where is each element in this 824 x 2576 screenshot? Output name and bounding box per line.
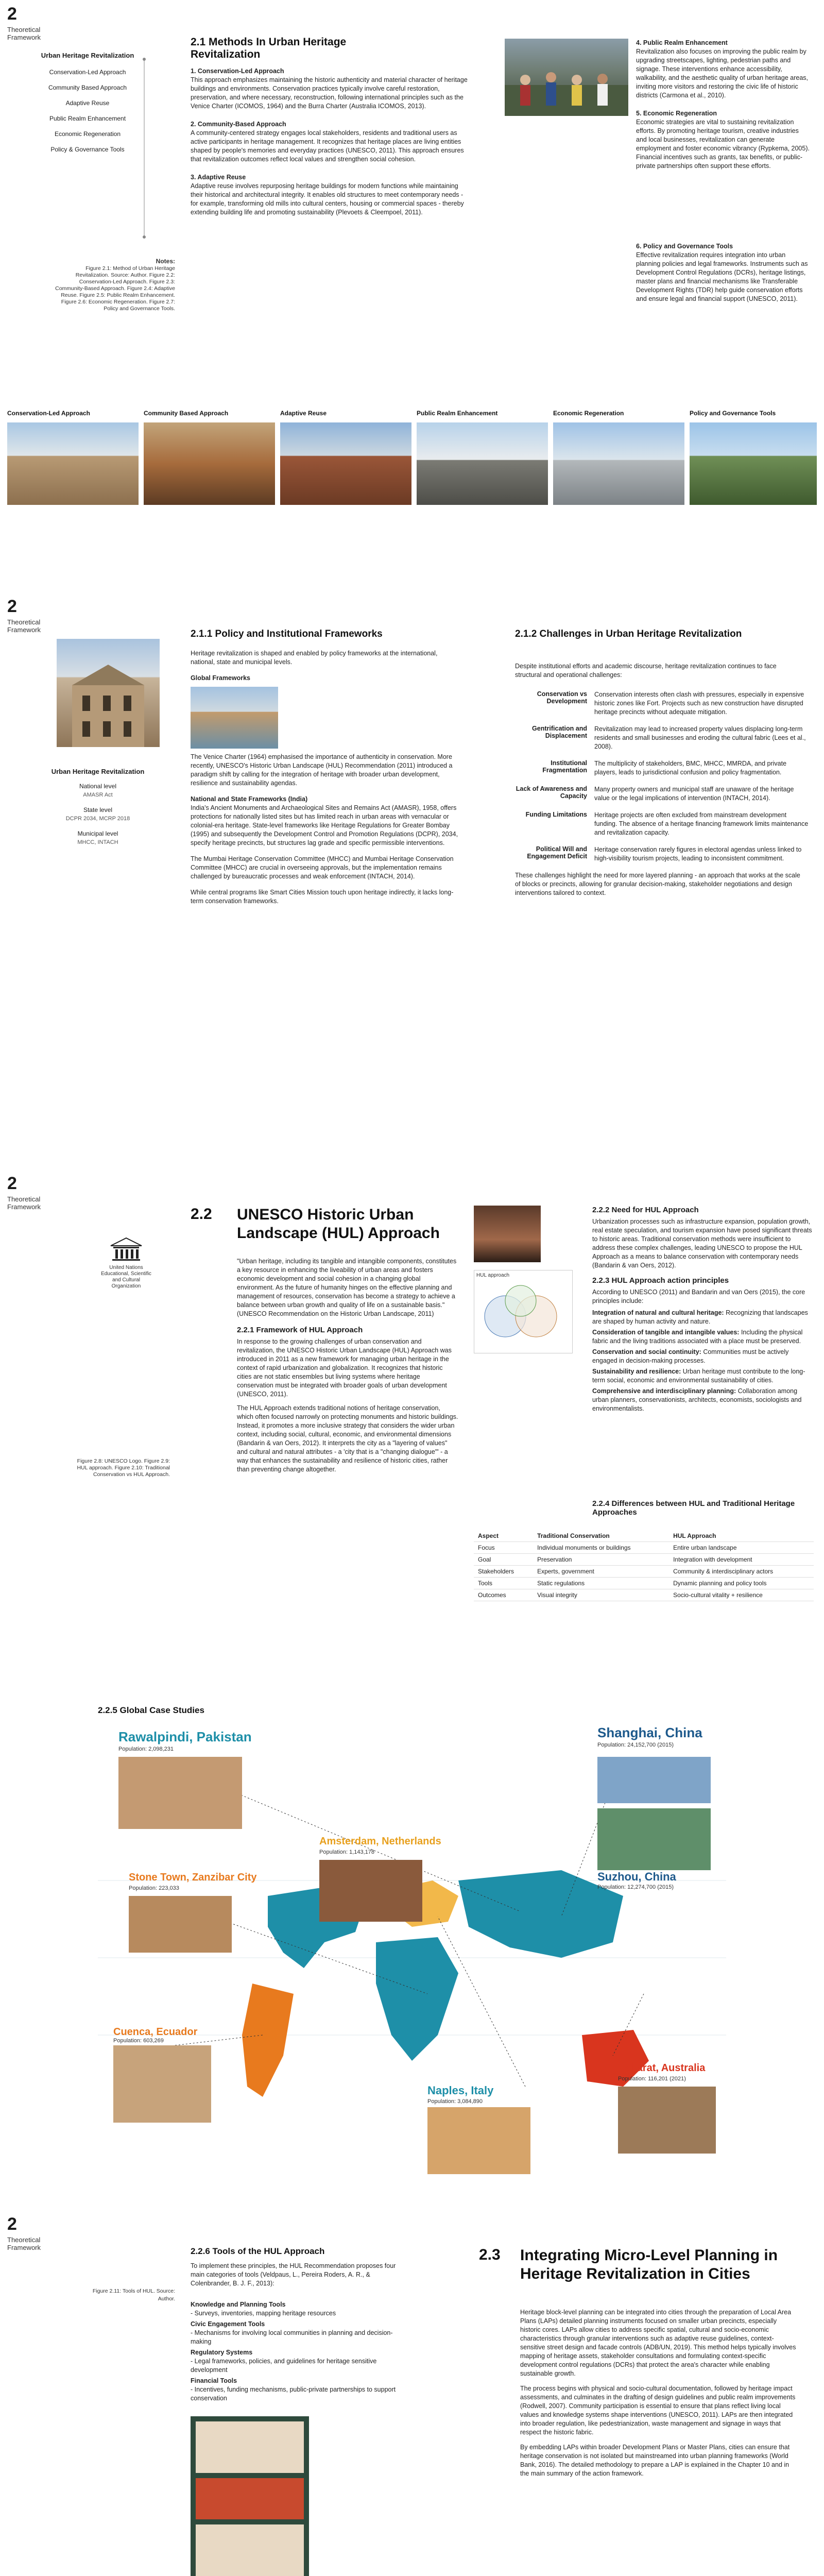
table-header: HUL Approach <box>669 1530 814 1542</box>
page-policy <box>0 592 824 1170</box>
world-map <box>98 1726 726 2200</box>
hul-quote: "Urban heritage, including its tangible and intangible components, constitutes a key resource in enhancing the liveability of urban areas and fosters economic development and social cohesion in a changing global environment. As the future of humanity hinges on the effective planning and management of resources, conservation has become a strategy to achieve a balance between urban growth and quality of life on a sustainable basis." (UNESCO Recommendation on the Historic Urban Landscape, 2011) <box>237 1258 457 1317</box>
challenge-label: Gentrification and Displacement <box>532 725 587 739</box>
hul-principle <box>592 1328 814 1346</box>
method-heading: 4. Public Realm Enhancement <box>636 39 728 46</box>
table-row <box>474 1542 814 1554</box>
tool-heading: Financial Tools <box>191 2377 237 2384</box>
city-label-amsterdam: Amsterdam, Netherlands <box>319 1836 441 1847</box>
principle-text: Collaboration among urban planners, conservationists, architects, economists, sociologists and environmentalists. <box>592 1387 802 1412</box>
challenge-item <box>515 725 814 751</box>
mhcc-text: The Mumbai Heritage Conservation Committee (MHCC) and Mumbai Heritage Conservation Committee (MHCC) are crucial in overseeing approvals, but the implementation remains challenged by bureaucratic processes and weak enforcement (INTACH, 2014). <box>191 855 454 880</box>
table-cell: Focus <box>474 1542 533 1554</box>
page-tools <box>0 2210 824 2576</box>
tool-card <box>196 2478 304 2519</box>
hul-person-photo <box>474 1206 541 1262</box>
hul-figure-notes: Figure 2.8: UNESCO Logo. Figure 2.9: HUL approach. Figure 2.10: Traditional Conservation vs HUL Approach. <box>77 1458 170 1478</box>
method-text: This approach emphasizes maintaining the historic authenticity and material character of heritage buildings and environments. Conservation practices typically involve careful restoration, preservation, and where necessary, reconstruction, following international principles such as the Venice Charter (ICOMOS, 1964) and the Burra Charter (Australia ICOMOS, 2013). <box>191 76 468 110</box>
table-cell: Tools <box>474 1578 533 1589</box>
micro-text-2: The process begins with physical and socio-cultural documentation, followed by heritage impact assessments, and culminates in the drafting of design guidelines and public realm improvements (Rodwell, 2007). Community participation is essential to ensure that plans reflect living local values and knowledge systems shape interventions (UNESCO, 2011). LAPs are then integrated into broader regulation, like pedestrianization, waste management and signage in ways that respect the historic fabric. <box>520 2385 796 2436</box>
section-title-right: 2.1.2 Challenges in Urban Heritage Revitalization <box>515 629 742 639</box>
table-cell: Community & interdisciplinary actors <box>669 1566 814 1578</box>
adaptive-reuse-photo <box>280 422 411 505</box>
principle-text: Communities must be actively engaged in decision-making processes. <box>592 1348 789 1364</box>
figure-notes-block <box>52 258 175 312</box>
national-text: India's Ancient Monuments and Archaeological Sites and Remains Act (AMASR), 1958, offers protections for nationally listed sites but has limited reach in urban areas with vernacular or colonial-era heritage. State-level frameworks like Heritage Regulations for Greater Bombay (1995) and subsequently the Development Control and Promotion Regulations (DCPR), 2034, specify heritage precincts, but structures lag grade and specific permissible interventions. <box>191 804 458 846</box>
table-cell: Stakeholders <box>474 1566 533 1578</box>
hul-diagram-icon <box>474 1280 571 1352</box>
table-cell: Socio-cultural vitality + resilience <box>669 1589 814 1601</box>
table-row <box>474 1566 814 1578</box>
rawalpindi-photo <box>118 1757 242 1829</box>
method-text: Effective revitalization requires integration into urban planning policies and legal frameworks. Instruments such as Development Control Regulations (DCRs), heritage listings, master plans and financial mechanisms like Transferable Development Rights (TDR) help guide conservation efforts and ensure legal and financial support (UNESCO, 2011). <box>636 251 808 302</box>
principle-term: Integration of natural and cultural heritage: <box>592 1309 724 1316</box>
policy-left-nav <box>31 768 165 845</box>
unesco-logo-caption: United Nations Educational, Scientific and Cultural Organization <box>101 1265 151 1289</box>
table-cell: Entire urban landscape <box>669 1542 814 1554</box>
global-text: The Venice Charter (1964) emphasised the importance of authenticity in conservation. More recently, UNESCO's Historic Urban Landscape (HUL) Recommendation (2011) introduced a paradigm shift by calling for the integration of heritage with broader urban development, resilience and sustainability agendas. <box>191 753 453 787</box>
city-label-stone-town: Stone Town, Zanzibar City <box>129 1872 257 1883</box>
hul-diagram <box>474 1270 573 1353</box>
hul-sub1-text: In response to the growing challenges of urban conservation and revitalization, the UNESCO Historic Urban Landscape (HUL) Approach was introduced in 2011 as a new framework for managing urban heritage in the context of rapid urbanization and globalization. It recognizes that historic cities are not static ensembles but living systems where heritage conservation must be integrated with broader goals of urban development (UNESCO, 2011). <box>237 1338 452 1398</box>
building-icon <box>57 639 160 747</box>
hul-sub3-text: According to UNESCO (2011) and Bandarin and van Oers (2015), the core principles include: <box>592 1289 805 1304</box>
hul-diagram-caption: HUL approach <box>476 1273 510 1278</box>
policy-nav-item: Municipal level <box>77 830 118 837</box>
principle-term: Consideration of tangible and intangible values: <box>592 1329 740 1336</box>
strip-label: Community Based Approach <box>144 410 229 417</box>
city-pop-amsterdam: Population: 1,143,178 <box>319 1849 375 1855</box>
challenges-list <box>515 690 814 897</box>
people-photo <box>505 39 628 116</box>
tools-intro: To implement these principles, the HUL Recommendation proposes four main categories of tools (Veldpaus, L., Pereira Roders, A. R., & Colenbrander, B. J. F., 2013): <box>191 2262 396 2287</box>
left-nav-item: Adaptive Reuse <box>65 99 110 107</box>
figure-notes: Figure 2.1: Method of Urban Heritage Revitalization. Source: Author. Figure 2.2: Conservation-Led Approach. Figure 2.3: Community-Based Approach. Figure 2.4: Adaptive Reuse. Figure 2.5: Public Realm Enhancement. Figure 2.6: Economic Regeneration. Figure 2.7: Policy and Governance Tools. <box>55 265 175 312</box>
page-number: 2 <box>7 4 17 24</box>
challenge-text: Revitalization may lead to increased property values displacing long-term residents and small businesses and eroding the cultural fabric (Lees et al., 2008). <box>594 725 806 750</box>
challenge-text: Heritage conservation rarely figures in electoral agendas unless linked to high-visibility tourism projects, leading to inconsistent commitment. <box>594 846 802 862</box>
tool-text: - Mechanisms for involving local communities in planning and decision-making <box>191 2329 393 2345</box>
policy-nav-item: MHCC, INTACH <box>77 839 118 845</box>
case-studies-title: 2.2.5 Global Case Studies <box>98 1705 204 1715</box>
public-realm-photo <box>417 422 548 505</box>
tools-infographic <box>191 2416 309 2576</box>
challenge-label: Lack of Awareness and Capacity <box>516 785 587 800</box>
city-label-shanghai: Shanghai, China <box>597 1726 702 1740</box>
page-number: 2 <box>7 597 17 616</box>
policy-closing: While central programs like Smart Cities Mission touch upon heritage indirectly, it lacks long-term conservation frameworks. <box>191 889 454 905</box>
left-nav <box>36 52 139 161</box>
policy-nav-item: AMASR Act <box>83 792 113 798</box>
challenge-item <box>515 811 814 837</box>
tool-text: - Incentives, funding mechanisms, public-private partnerships to support conservation <box>191 2386 396 2402</box>
city-label-rawalpindi: Rawalpindi, Pakistan <box>118 1729 252 1744</box>
challenge-item <box>515 785 814 803</box>
tool-text: - Surveys, inventories, mapping heritage resources <box>191 2310 336 2317</box>
method-heading: 6. Policy and Governance Tools <box>636 243 733 250</box>
section-title: 2.1 Methods In Urban Heritage Revitalization <box>191 36 347 60</box>
method-heading: 2. Community-Based Approach <box>191 121 286 128</box>
ballarat-photo <box>618 2087 716 2154</box>
city-label-naples: Naples, Italy <box>427 2084 494 2097</box>
page-label: Theoretical Framework <box>7 618 41 634</box>
city-label-suzhou: Suzhou, China <box>597 1870 676 1883</box>
policy-nav-item: National level <box>79 783 117 790</box>
table-cell: Integration with development <box>669 1554 814 1566</box>
economic-photo <box>553 422 684 505</box>
strip-label: Adaptive Reuse <box>280 410 327 417</box>
principle-term: Comprehensive and interdisciplinary planning: <box>592 1387 736 1395</box>
table-row <box>474 1578 814 1589</box>
hul-principle <box>592 1367 814 1385</box>
methods-col-2-text-b <box>636 242 811 303</box>
strip-label: Public Realm Enhancement <box>417 410 498 417</box>
hul-principle <box>592 1348 814 1365</box>
hul-section-number: 2.2 <box>191 1206 212 1223</box>
page-methods <box>0 0 824 592</box>
city-pop-shanghai: Population: 24,152,700 (2015) <box>597 1742 674 1748</box>
policy-left-text <box>191 649 458 906</box>
community-photo <box>144 422 275 505</box>
strip-label: Policy and Governance Tools <box>690 410 776 417</box>
tools-title: 2.2.6 Tools of the HUL Approach <box>191 2246 325 2256</box>
micro-section-number: 2.3 <box>479 2246 501 2263</box>
method-text: Economic strategies are vital to sustaining revitalization efforts. By promoting heritage tourism, creative industries and local businesses, revitalization can generate employment and foster economic vibrancy (Rypkema, 2005). Financial incentives such as grants, tax benefits, or public-private partnerships often support these efforts. <box>636 118 810 170</box>
table-cell: Individual monuments or buildings <box>533 1542 669 1554</box>
method-text: A community-centered strategy engages local stakeholders, residents and traditional users as active participants in heritage management. It recognizes that heritage places are living entities shaped by people's memories and everyday practices (UNESCO, 2011). This approach ensures that revitalization outcomes reflect local values and strengthen social cohesion. <box>191 129 464 163</box>
hul-left-text <box>237 1257 458 1474</box>
unesco-logo <box>98 1236 154 1290</box>
challenges-intro: Despite institutional efforts and academic discourse, heritage revitalization continues to face structural and operational challenges: <box>515 663 777 679</box>
table-cell: Goal <box>474 1554 533 1566</box>
page-number: 2 <box>7 1174 17 1193</box>
hul-principle <box>592 1387 814 1413</box>
city-label-ballarat: Ballarat, Australia <box>618 2062 706 2074</box>
table-cell: Visual integrity <box>533 1589 669 1601</box>
table-cell: Preservation <box>533 1554 669 1566</box>
methods-col-1 <box>191 67 469 217</box>
table-cell: Static regulations <box>533 1578 669 1589</box>
left-nav-item: Community Based Approach <box>48 84 127 91</box>
method-heading: 3. Adaptive Reuse <box>191 174 246 181</box>
tool-card <box>196 2421 304 2473</box>
suzhou-photo <box>597 1808 711 1870</box>
policy-nav-item: DCPR 2034, MCRP 2018 <box>65 816 130 822</box>
figure-notes-title: Notes: <box>156 258 175 265</box>
page-case-studies <box>0 1685 824 2210</box>
hul-right-text <box>592 1206 814 1419</box>
method-text: Adaptive reuse involves repurposing heritage buildings for modern functions while maintaining their historical and architectural integrity. It enables old structures to meet contemporary needs - for example, transforming old mills into cultural centers, housing or commercial spaces - thereby extending building life and promoting sustainability (Plevoets & Cleempoel, 2011). <box>191 182 464 216</box>
challenge-label: Conservation vs Development <box>537 690 587 705</box>
city-pop-stone-town: Population: 223,033 <box>129 1885 179 1891</box>
city-pop-suzhou: Population: 12,274,700 (2015) <box>597 1884 674 1890</box>
hul-principle <box>592 1309 814 1326</box>
shanghai-photo <box>597 1757 711 1803</box>
hul-section-title: UNESCO Historic Urban Landscape (HUL) Approach <box>237 1206 440 1242</box>
page-label: Theoretical Framework <box>7 1195 41 1211</box>
challenge-item <box>515 845 814 863</box>
micro-text-1: Heritage block-level planning can be integrated into cities through the preparation of Local Area Plans (LAPs) detailed planning instruments focused on smaller urban precincts, especially historic cores. LAPs allow cities to address specific spatial, cultural and socio-economic characteristics through granular interventions such as adaptive reuse guidelines, context-sensitive street design and facade controls (ADB/UN, 2019). This method helps typically involves mapping of heritage assets, stakeholder consultations and formulating context-specific development control regulations (DCRs) that protect the area's character while enabling sustainable growth. <box>520 2309 796 2377</box>
table-cell: Dynamic planning and policy tools <box>669 1578 814 1589</box>
amsterdam-photo <box>319 1860 422 1922</box>
city-pop-cuenca: Population: 603,269 <box>113 2038 164 2044</box>
city-pop-rawalpindi: Population: 2,098,231 <box>118 1746 174 1752</box>
tool-heading: Civic Engagement Tools <box>191 2320 265 2328</box>
left-nav-heading: Urban Heritage Revitalization <box>41 52 134 59</box>
table-row <box>474 1554 814 1566</box>
principle-term: Conservation and social continuity: <box>592 1348 701 1355</box>
national-heading: National and State Frameworks (India) <box>191 795 308 803</box>
table-header: Traditional Conservation <box>533 1530 669 1542</box>
method-text: Revitalization also focuses on improving the public realm by upgrading streetscapes, lighting, pedestrian paths and signage. These interventions enhance accessibility, walkability, and the aesthetic quality of urban heritage areas, inviting more visitors and restoring the civic life of historic districts (Carmona et al., 2010). <box>636 48 808 99</box>
conservation-photo <box>7 422 139 505</box>
methods-col-2-text <box>636 39 811 180</box>
challenge-text: Heritage projects are often excluded from mainstream development funding. The absence of a heritage financing framework limits maintenance and revitalization capacity. <box>594 811 809 836</box>
challenge-label: Political Will and Engagement Deficit <box>527 845 587 860</box>
left-nav-item: Conservation-Led Approach <box>49 69 126 76</box>
strip-label: Economic Regeneration <box>553 410 624 417</box>
method-heading: 1. Conservation-Led Approach <box>191 67 284 75</box>
left-nav-item: Public Realm Enhancement <box>49 115 126 122</box>
colonial-building-photo <box>57 639 160 747</box>
micro-section-title: Integrating Micro-Level Planning in Heritage Revitalization in Cities <box>520 2247 778 2282</box>
table-header-row <box>474 1530 814 1542</box>
hul-sub2-text: Urbanization processes such as infrastructure expansion, population growth, real estate speculation, and tourism expansion have posed significant threats to historic areas. Traditional conservation methods were insufficient to address these complex challenges, leading UNESCO to propose the HUL Approach as a means to balance conservation with contemporary needs (Bandarin & van Oers, 2012). <box>592 1218 812 1269</box>
challenge-text: The multiplicity of stakeholders, BMC, MHCC, MMRDA, and private players, leads to jurisdictional confusion and policy fragmentation. <box>594 760 787 776</box>
page-number: 2 <box>7 2214 17 2234</box>
methods-image-strip <box>7 410 817 513</box>
challenge-text: Conservation interests often clash with pressures, especially in expensive historic zones like Fort. Projects such as new construction have disrupted heritage precincts without adequate mitigation. <box>594 691 804 716</box>
method-heading: 5. Economic Regeneration <box>636 110 717 117</box>
strip-label: Conservation-Led Approach <box>7 410 90 417</box>
challenges-closing: These challenges highlight the need for more layered planning - an approach that works at the scale of blocks or precincts, allowing for granular decision-making, stakeholder negotiations and design interventions tailored to context. <box>515 872 800 896</box>
policy-nav-heading: Urban Heritage Revitalization <box>51 768 145 775</box>
challenge-item <box>515 759 814 777</box>
table-cell: Outcomes <box>474 1589 533 1601</box>
table-header: Aspect <box>474 1530 533 1542</box>
tool-heading: Regulatory Systems <box>191 2349 253 2356</box>
tool-card <box>196 2524 304 2576</box>
policy-photo <box>690 422 817 505</box>
tool-text: - Legal frameworks, policies, and guidelines for heritage sensitive development <box>191 2358 377 2374</box>
page-label: Theoretical Framework <box>7 26 41 41</box>
tools-figure-notes: Figure 2.11: Tools of HUL. Source: Author. <box>92 2288 175 2302</box>
cuenca-photo <box>113 2045 211 2123</box>
city-label-cuenca: Cuenca, Ecuador <box>113 2026 198 2038</box>
global-heading: Global Frameworks <box>191 674 251 682</box>
challenge-text: Many property owners and municipal staff are unaware of the heritage value or the legal implications of intervention (INTACH, 2014). <box>594 786 794 802</box>
tool-heading: Knowledge and Planning Tools <box>191 2301 286 2308</box>
city-pop-naples: Population: 3,084,890 <box>427 2098 483 2105</box>
left-nav-item: Economic Regeneration <box>54 130 121 138</box>
stone-town-photo <box>129 1896 232 1953</box>
policy-intro: Heritage revitalization is shaped and enabled by policy frameworks at the international, national, state and municipal levels. <box>191 650 438 666</box>
hul-sub2: 2.2.2 Need for HUL Approach <box>592 1206 699 1214</box>
left-nav-connector-icon <box>139 57 160 242</box>
page-label: Theoretical Framework <box>7 2236 41 2251</box>
principle-text: Urban heritage must contribute to the long-term social, economic and environmental sustainability of cities. <box>592 1368 805 1384</box>
micro-text <box>520 2308 798 2478</box>
hul-sub1-text2: The HUL Approach extends traditional notions of heritage conservation, which often focused narrowly on protecting monuments and historic buildings. Instead, it promotes a more inclusive strategy that considers the wider urban context, including social, cultural, economic, and environmental dimensions (Bandarin & van Oers, 2012). It interprets the city as a "layering of values" and cultural and natural attributes - a 'city that is a "changing dialogue"' - a way that enhances the sustainability and resilience of historic cities, rather than preventing change altogether. <box>237 1404 458 1473</box>
crowd-icon <box>505 39 628 116</box>
table-row <box>474 1589 814 1601</box>
micro-text-3: By embedding LAPs within broader Development Plans or Master Plans, cities can ensure that heritage conservation is not isolated but mainstreamed into urban planning frameworks (World Bank, 2016). The detailed methodology to prepare a LAP is explained in the Chapter 10 and in the main summary of the action framework. <box>520 2444 790 2477</box>
hul-sub1: 2.2.1 Framework of HUL Approach <box>237 1326 363 1334</box>
page-hul <box>0 1170 824 1685</box>
hul-compare-table <box>474 1530 814 1601</box>
challenge-item <box>515 690 814 717</box>
principle-term: Sustainability and resilience: <box>592 1368 681 1375</box>
venice-photo <box>191 687 278 749</box>
tools-list <box>191 2300 407 2403</box>
section-title: 2.1.1 Policy and Institutional Frameworks <box>191 629 383 639</box>
city-pop-ballarat: Population: 116,201 (2021) <box>618 2076 686 2082</box>
unesco-temple-icon <box>108 1236 144 1262</box>
table-cell: Experts, government <box>533 1566 669 1578</box>
naples-photo <box>427 2107 530 2174</box>
challenge-label: Institutional Fragmentation <box>542 759 587 774</box>
challenge-label: Funding Limitations <box>525 811 587 818</box>
hul-sub3: 2.2.3 HUL Approach action principles <box>592 1276 729 1285</box>
left-nav-item: Policy & Governance Tools <box>50 146 125 153</box>
principle-text: Including the physical fabric and the living traditions associated with a place must be preserved. <box>592 1329 803 1345</box>
policy-nav-item: State level <box>83 806 113 814</box>
principle-text: Recognizing that landscapes are shaped by human activity and nature. <box>592 1309 808 1325</box>
hul-sub4: 2.2.4 Differences between HUL and Traditional Heritage Approaches <box>592 1499 795 1517</box>
